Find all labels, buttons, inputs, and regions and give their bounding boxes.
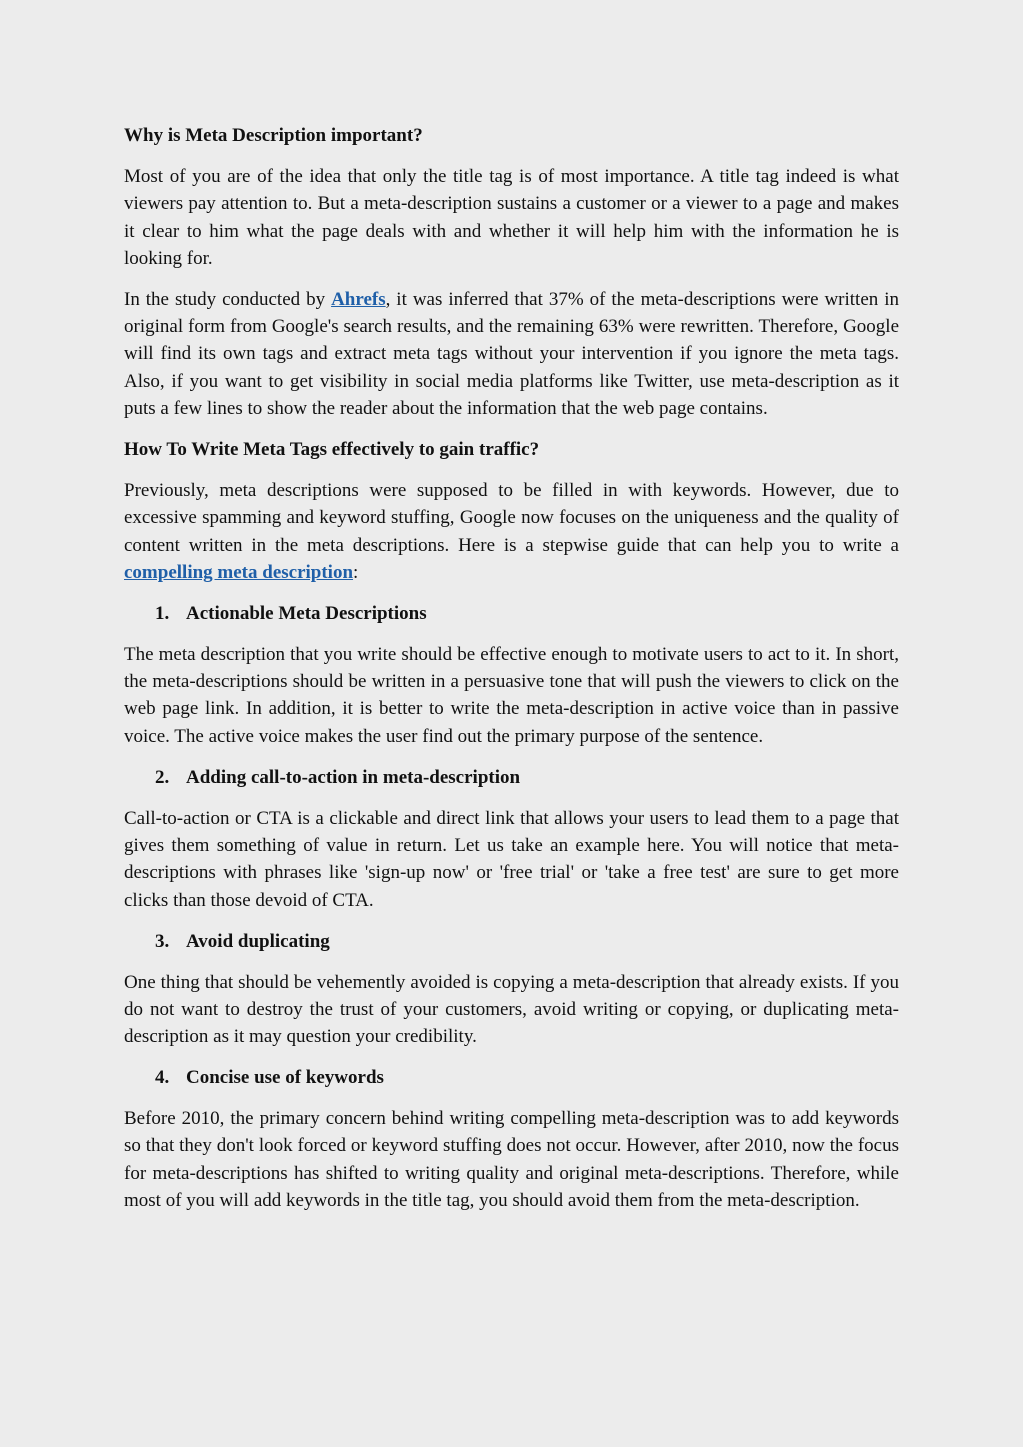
list-item-title: Adding call-to-action in meta-description	[186, 766, 521, 788]
list-item-heading-3	[124, 928, 899, 955]
list-item-heading-2	[124, 764, 899, 791]
paragraph-guide-text-after: :	[353, 561, 359, 583]
list-item-body-1: The meta description that you write should be effective enough to motivate users to act to it. In short, the meta-descriptions should be written in a persuasive tone that will push the viewers to click on the web page link. In addition, it is better to write the meta-description in active voice than in passive voice. The active voice makes the user find out the primary purpose of the sentence.	[124, 643, 899, 747]
list-item-heading-4	[124, 1064, 899, 1091]
list-item-number: 1.	[155, 602, 170, 624]
paragraph-guide-text-before: Previously, meta descriptions were supposed to be filled in with keywords. However, due to excessive spamming and keyword stuffing, Google now focuses on the uniqueness and the quality of content written in the meta descriptions. Here is a stepwise guide that can help you to write a	[124, 480, 899, 556]
list-item-body-2: Call-to-action or CTA is a clickable and direct link that allows your users to lead them to a page that gives them something of value in return. Let us take an example here. You will notice that meta-descriptions with phrases like 'sign-up now' or 'free trial' or 'take a free test' are sure to get more clicks than those devoid of CTA.	[124, 807, 899, 911]
section-heading-importance: Why is Meta Description important?	[124, 125, 423, 146]
ahrefs-link[interactable]: Ahrefs	[331, 288, 386, 310]
compelling-meta-description-link[interactable]: compelling meta description	[124, 561, 354, 583]
list-item-number: 2.	[155, 766, 170, 788]
paragraph-importance: Most of you are of the idea that only the title tag is of most importance. A title tag indeed is what viewers pay attention to. But a meta-description sustains a customer or a viewer to a page and makes it clear to him what the page deals with and whether it will help him with the information he is looking for.	[124, 165, 899, 269]
list-item-number: 3.	[155, 930, 170, 952]
list-item-body-4: Before 2010, the primary concern behind writing compelling meta-description was to add keywords so that they don't look forced or keyword stuffing does not occur. However, after 2010, now the focus for meta-descriptions has shifted to writing quality and original meta-descriptions. Therefore, while most of you will add keywords in the title tag, you should avoid them from the meta-description.	[124, 1108, 899, 1212]
list-item-body-3: One thing that should be vehemently avoided is copying a meta-description that already exists. If you do not want to destroy the trust of your customers, avoid writing or copying, or duplicating meta-description as it may question your credibility.	[124, 971, 899, 1048]
paragraph-study	[124, 286, 899, 422]
paragraph-study-text-after: , it was inferred that 37% of the meta-descriptions were written in original form from Google's search results, and the remaining 63% were rewritten. Therefore, Google will find its own tags and extract meta tags without your intervention if you ignore the meta tags. Also, if you want to get visibility in social media platforms like Twitter, use meta-description as it puts a few lines to show the reader about the information that the web page contains.	[124, 288, 900, 420]
list-item-title: Concise use of keywords	[186, 1067, 384, 1089]
list-item-number: 4.	[155, 1067, 170, 1089]
list-item-title: Avoid duplicating	[186, 930, 330, 952]
document-body	[124, 122, 899, 1214]
paragraph-guide-intro	[124, 477, 899, 586]
list-item-heading-1	[124, 600, 899, 627]
paragraph-study-text-before: In the study conducted by	[124, 288, 332, 310]
list-item-title: Actionable Meta Descriptions	[186, 602, 427, 624]
section-heading-how-to: How To Write Meta Tags effectively to gain traffic?	[124, 439, 540, 461]
